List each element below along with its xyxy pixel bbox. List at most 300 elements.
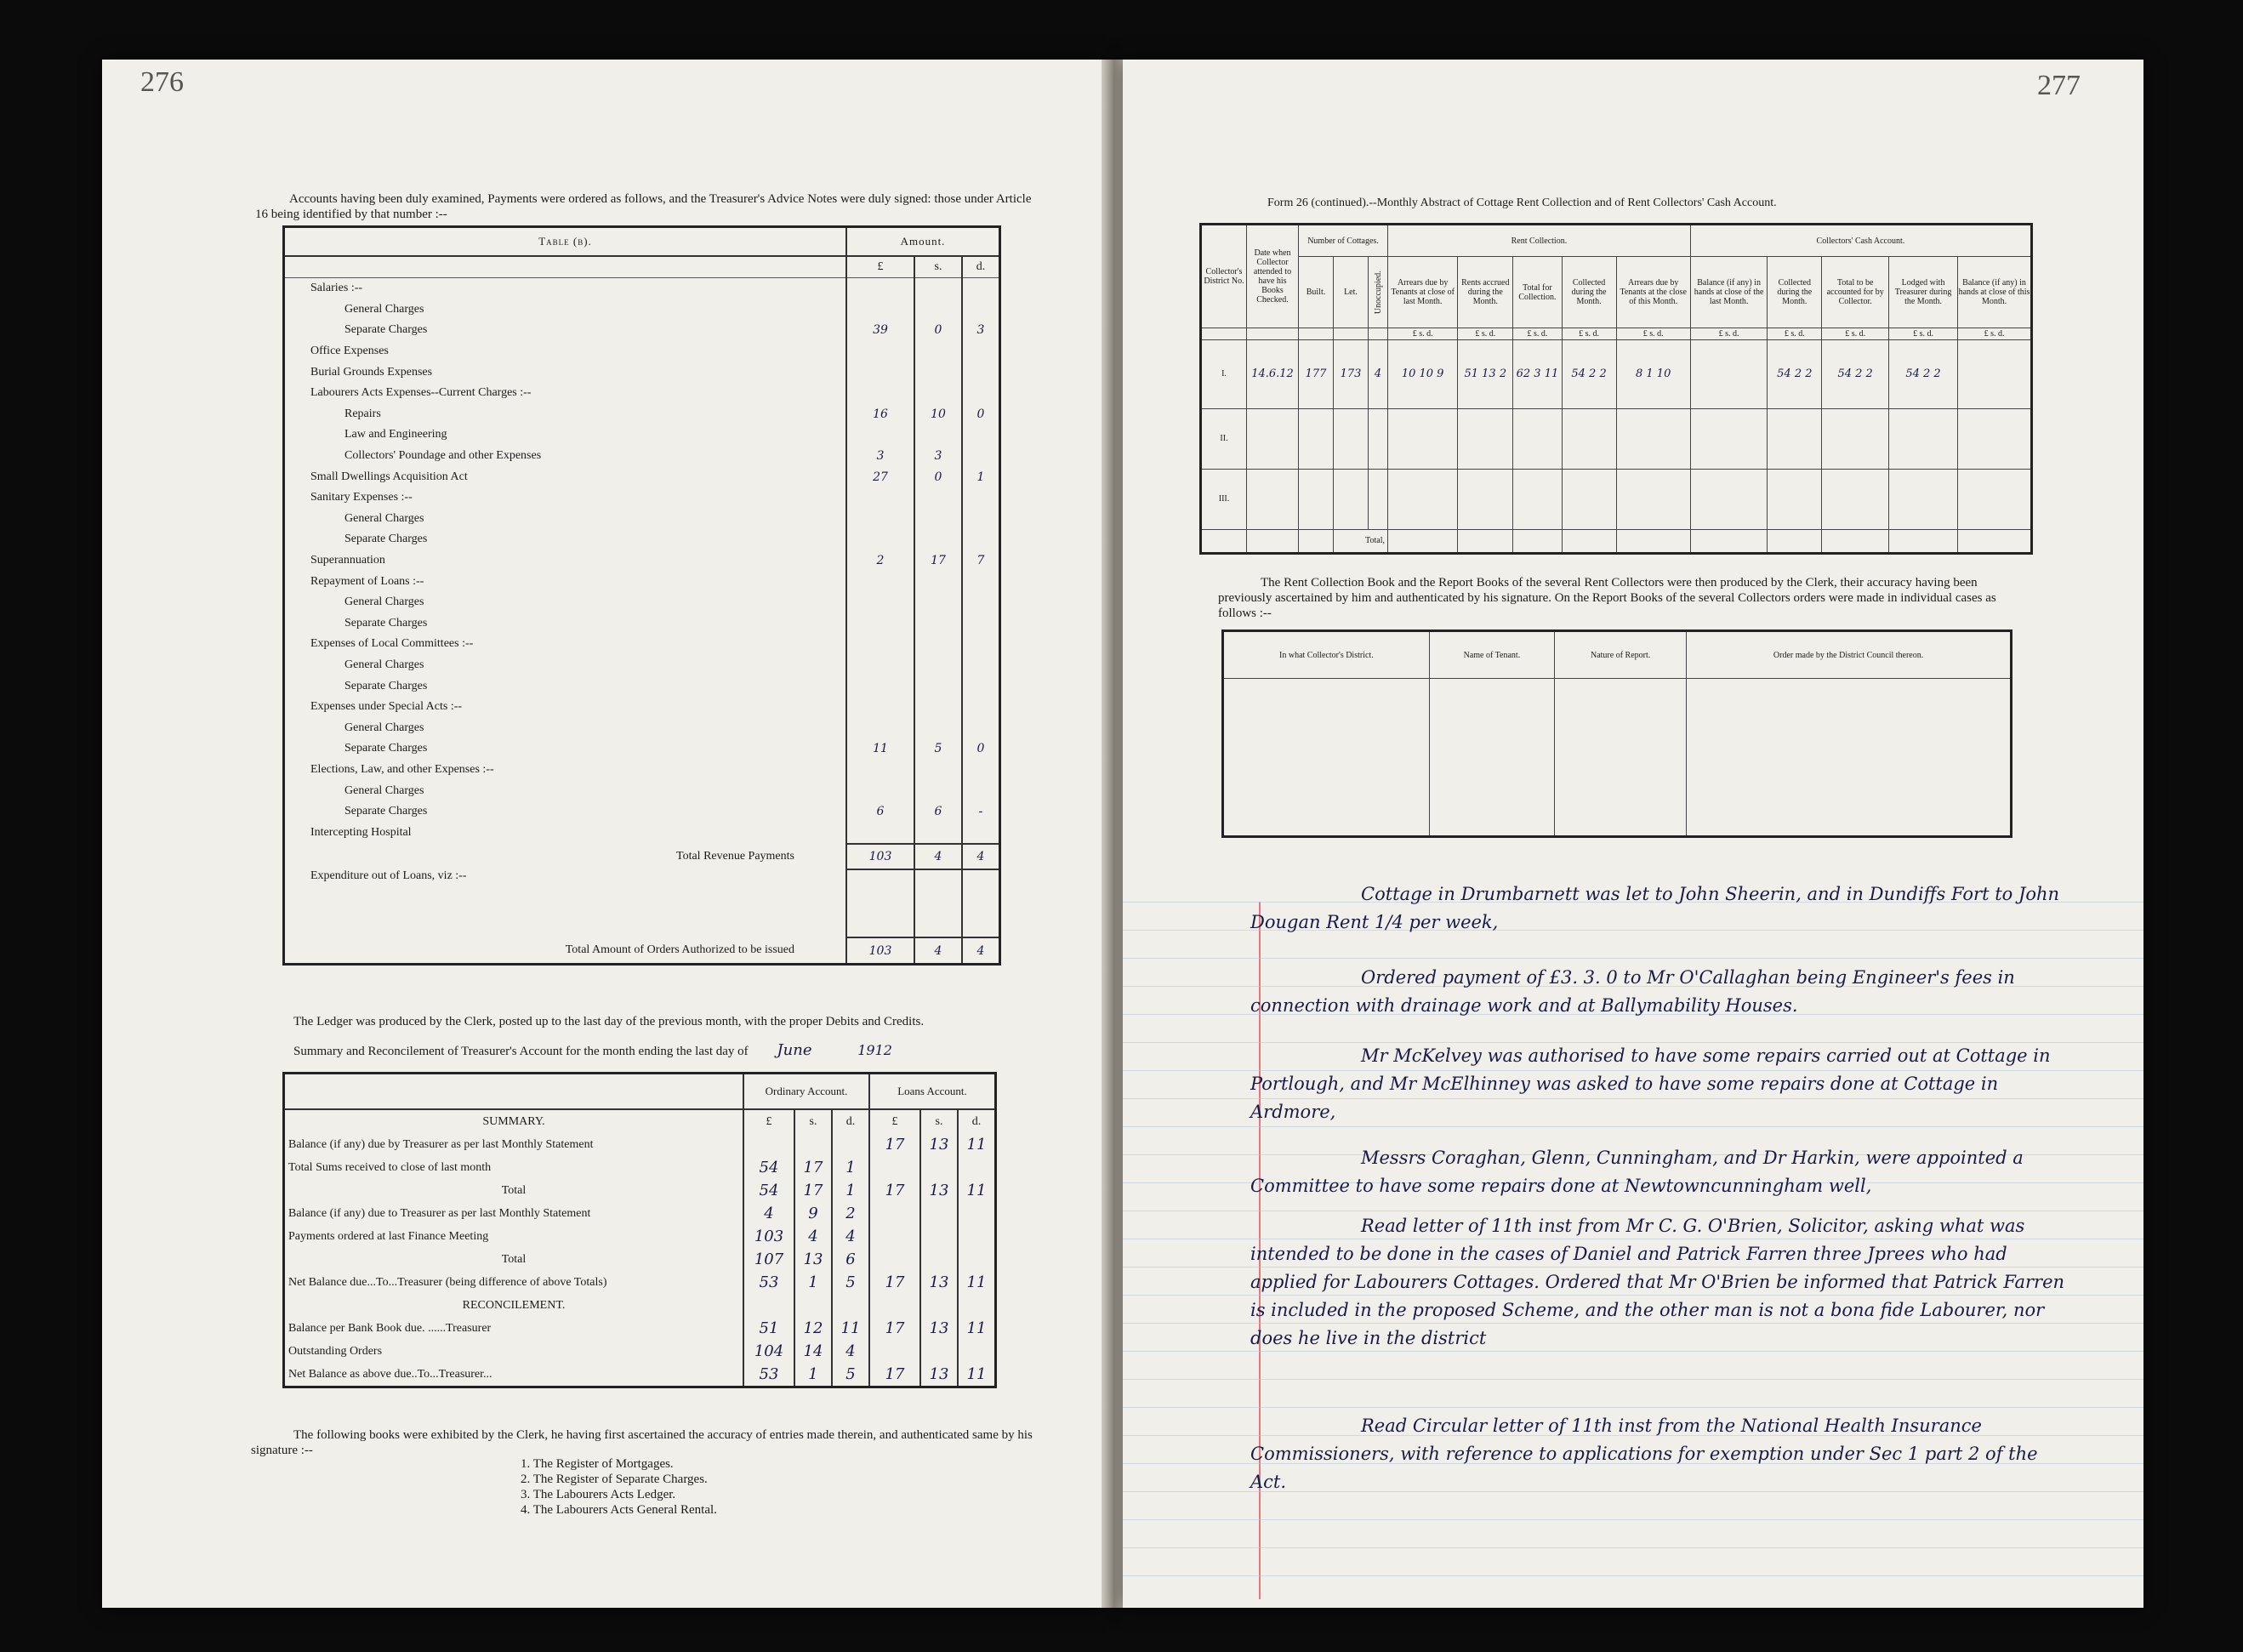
rent-cell-built bbox=[1299, 408, 1334, 469]
arrears-last-header: Arrears due by Tenants at close of last Month. bbox=[1388, 257, 1458, 328]
rent-cell-b5 bbox=[1958, 408, 2032, 469]
row-label: Separate Charges bbox=[344, 742, 428, 755]
pounds-value: 39 bbox=[846, 320, 914, 341]
blank bbox=[958, 1294, 996, 1317]
pence-value bbox=[962, 571, 1000, 592]
form-title: Form 26 (continued).--Monthly Abstract of Cottage Rent Collection and of Rent Collectors' Cash Account. bbox=[1267, 197, 1777, 209]
shillings-value: 17 bbox=[914, 550, 962, 572]
currency-header: d. bbox=[958, 1109, 996, 1133]
pounds-value bbox=[846, 697, 914, 718]
summary-value: 6 bbox=[832, 1248, 869, 1271]
blank bbox=[1822, 529, 1889, 553]
minute-entry: Read Circular letter of 11th inst from the National Health Insurance Commissioners, with reference to applications for exemption under Sec 1 part 2 of the Act. bbox=[1250, 1416, 2038, 1492]
books-list bbox=[521, 1456, 717, 1518]
shillings-value bbox=[914, 509, 962, 530]
pounds-value: 103 bbox=[846, 937, 914, 965]
rent-cell-a5: 8 1 10 bbox=[1616, 339, 1690, 408]
pounds-value: 16 bbox=[846, 404, 914, 425]
pence-value bbox=[962, 529, 1000, 550]
summary-value: 17 bbox=[869, 1133, 920, 1156]
reconcile-title-row bbox=[284, 1294, 996, 1317]
shillings-value bbox=[914, 592, 962, 613]
currency-header: s. bbox=[794, 1109, 832, 1133]
pence-value bbox=[962, 592, 1000, 613]
summary-value: 17 bbox=[869, 1271, 920, 1294]
ruled-line bbox=[1123, 1547, 2143, 1548]
pence-header: d. bbox=[962, 256, 1000, 278]
summary-value bbox=[920, 1156, 958, 1179]
table-b-row bbox=[284, 404, 1000, 425]
shillings-value: 0 bbox=[914, 320, 962, 341]
summary-label: Balance (if any) due to Treasurer as per last Monthly Statement bbox=[288, 1206, 591, 1220]
shillings-value: 0 bbox=[914, 466, 962, 487]
row-label: Law and Engineering bbox=[344, 428, 447, 441]
blank bbox=[1687, 679, 2012, 837]
summary-label: Payments ordered at last Finance Meeting bbox=[288, 1229, 489, 1243]
pounds-value bbox=[846, 571, 914, 592]
summary-value: 13 bbox=[920, 1271, 958, 1294]
summary-value bbox=[869, 1248, 920, 1271]
shillings-value bbox=[914, 634, 962, 655]
table-b-row bbox=[284, 760, 1000, 781]
rent-cell-no: II. bbox=[1201, 408, 1247, 469]
blank bbox=[869, 1294, 920, 1317]
summary-value bbox=[958, 1202, 996, 1225]
summary-value: 1 bbox=[794, 1363, 832, 1387]
arrears-close-header: Arrears due by Tenants at the close of this Month. bbox=[1616, 257, 1690, 328]
pence-value bbox=[962, 446, 1000, 467]
shillings-value bbox=[914, 278, 962, 299]
table-b-row bbox=[284, 341, 1000, 362]
blank bbox=[1201, 328, 1247, 339]
table-b-row bbox=[284, 529, 1000, 550]
summary-value: 17 bbox=[869, 1363, 920, 1387]
summary-row bbox=[284, 1133, 996, 1156]
table-b-row bbox=[284, 362, 1000, 383]
rent-cell-b1 bbox=[1690, 339, 1768, 408]
summary-row bbox=[284, 1225, 996, 1248]
blank bbox=[1889, 529, 1958, 553]
total-revenue-row-label: Total Revenue Payments bbox=[676, 850, 794, 863]
collected2-header: Collected during the Month. bbox=[1768, 257, 1822, 328]
summary-value: 1 bbox=[832, 1179, 869, 1202]
blank bbox=[1958, 529, 2032, 553]
pence-value bbox=[962, 760, 1000, 781]
shillings-value bbox=[914, 675, 962, 697]
pounds-value bbox=[846, 675, 914, 697]
rent-cell-date bbox=[1247, 408, 1299, 469]
ruled-line bbox=[1123, 1575, 2143, 1576]
date-header: Date when Collector attended to have his Books Checked. bbox=[1247, 225, 1299, 328]
district-header: Collector's District No. bbox=[1201, 225, 1247, 328]
ruled-line bbox=[1123, 1519, 2143, 1520]
table-b-row bbox=[284, 424, 1000, 446]
summary-value: 13 bbox=[794, 1248, 832, 1271]
summary-value: 17 bbox=[794, 1179, 832, 1202]
pence-value bbox=[962, 655, 1000, 676]
shillings-value bbox=[914, 822, 962, 844]
pounds-value bbox=[846, 278, 914, 299]
summary-row bbox=[284, 1179, 996, 1202]
blank bbox=[914, 869, 962, 937]
row-label: General Charges bbox=[344, 511, 424, 525]
shillings-value bbox=[914, 424, 962, 446]
summary-table bbox=[282, 1072, 997, 1388]
rent-cell-built bbox=[1299, 469, 1334, 529]
table-b-row bbox=[284, 675, 1000, 697]
pounds-value bbox=[846, 613, 914, 635]
pounds-header: £ bbox=[846, 256, 914, 278]
rent-cell-no: III. bbox=[1201, 469, 1247, 529]
blank bbox=[846, 869, 914, 937]
rent-cell-unocc: 4 bbox=[1369, 339, 1388, 408]
pence-value: 3 bbox=[962, 320, 1000, 341]
summary-value: 53 bbox=[743, 1271, 794, 1294]
pence-value bbox=[962, 424, 1000, 446]
blank bbox=[962, 869, 1000, 937]
collected-header: Collected during the Month. bbox=[1562, 257, 1616, 328]
summary-row bbox=[284, 1363, 996, 1387]
summary-value bbox=[958, 1248, 996, 1271]
rent-cell-b1 bbox=[1690, 408, 1768, 469]
lsd: £ s. d. bbox=[1616, 328, 1690, 339]
rent-cell-date: 14.6.12 bbox=[1247, 339, 1299, 408]
table-b-row bbox=[284, 655, 1000, 676]
pence-value bbox=[962, 383, 1000, 404]
pence-value bbox=[962, 509, 1000, 530]
rent-cell-b4 bbox=[1889, 469, 1958, 529]
summary-value: 5 bbox=[832, 1271, 869, 1294]
report-header: Nature of Report. bbox=[1555, 631, 1687, 679]
rents-accrued-header: Rents accrued during the Month. bbox=[1458, 257, 1513, 328]
table-b-row bbox=[284, 780, 1000, 801]
table-b-row bbox=[284, 487, 1000, 509]
accounts-intro: Accounts having been duly examined, Payments were ordered as follows, and the Treasurer's Advice Notes were duly signed: those under Article 16 being identified by that number :-- bbox=[255, 192, 1032, 221]
loans-label: Expenditure out of Loans, viz :-- bbox=[310, 869, 467, 883]
total-orders-row bbox=[284, 937, 1000, 965]
summary-value: 53 bbox=[743, 1363, 794, 1387]
summary-value: 17 bbox=[869, 1317, 920, 1340]
shillings-value bbox=[914, 780, 962, 801]
blank bbox=[1690, 529, 1768, 553]
table-b bbox=[282, 225, 1001, 966]
summary-value: 1 bbox=[794, 1271, 832, 1294]
pounds-value: 6 bbox=[846, 801, 914, 823]
summary-row bbox=[284, 1317, 996, 1340]
lsd: £ s. d. bbox=[1889, 328, 1958, 339]
shillings-value: 5 bbox=[914, 738, 962, 760]
summary-value bbox=[869, 1225, 920, 1248]
minute-entry: Read letter of 11th inst from Mr C. G. O'Brien, Solicitor, asking what was intended to be done in the cases of Daniel and Patrick Farren three Jprees who had applied for Labourers Cottages. Ordered that Mr O'Brien be informed that Patrick Farren is included in the proposed Scheme, and the other man is not a bona fide Labourer, nor does he live in the district bbox=[1250, 1216, 2065, 1348]
summary-value: 11 bbox=[958, 1317, 996, 1340]
shillings-value bbox=[914, 697, 962, 718]
report-header: In what Collector's District. bbox=[1223, 631, 1430, 679]
total-orders-row-label: Total Amount of Orders Authorized to be issued bbox=[565, 943, 794, 957]
lsd: £ s. d. bbox=[1562, 328, 1616, 339]
row-label: Expenses of Local Committees :-- bbox=[310, 637, 474, 651]
summary-heading bbox=[293, 1043, 892, 1059]
summary-value: 103 bbox=[743, 1225, 794, 1248]
rent-cell-a1: 10 10 9 bbox=[1388, 339, 1458, 408]
row-label: Salaries :-- bbox=[310, 282, 363, 295]
lsd: £ s. d. bbox=[1458, 328, 1513, 339]
shillings-value bbox=[914, 299, 962, 321]
row-label: Office Expenses bbox=[310, 345, 389, 358]
pounds-value: 103 bbox=[846, 844, 914, 869]
blank bbox=[1299, 529, 1334, 553]
pounds-value bbox=[846, 383, 914, 404]
summary-value: 4 bbox=[832, 1225, 869, 1248]
summary-value bbox=[743, 1133, 794, 1156]
ruled-line bbox=[1123, 1379, 2143, 1380]
summary-value bbox=[869, 1202, 920, 1225]
summary-value: 4 bbox=[743, 1202, 794, 1225]
summary-value: 14 bbox=[794, 1340, 832, 1363]
pence-value: - bbox=[962, 801, 1000, 823]
currency-header: £ bbox=[869, 1109, 920, 1133]
summary-label: Total Sums received to close of last month bbox=[288, 1160, 492, 1174]
row-label: Separate Charges bbox=[344, 679, 428, 692]
shillings-value bbox=[914, 341, 962, 362]
pence-value bbox=[962, 487, 1000, 509]
summary-label: Balance (if any) due by Treasurer as per last Monthly Statement bbox=[288, 1137, 594, 1151]
lsd: £ s. d. bbox=[1822, 328, 1889, 339]
table-b-row bbox=[284, 509, 1000, 530]
row-label: Expenses under Special Acts :-- bbox=[310, 700, 463, 714]
summary-label: Net Balance due...To...Treasurer (being difference of above Totals) bbox=[288, 1275, 607, 1289]
table-b-row bbox=[284, 299, 1000, 321]
row-label: Superannuation bbox=[310, 554, 385, 567]
pence-value bbox=[962, 675, 1000, 697]
summary-value bbox=[958, 1340, 996, 1363]
summary-value: 54 bbox=[743, 1156, 794, 1179]
shillings-value bbox=[914, 613, 962, 635]
report-text: The Rent Collection Book and the Report Books of the several Rent Collectors were then produced by the Clerk, their accuracy having been previously ascertained by him and authenticated by his signature. On the Report Books of the several Collectors orders were made in individual cases as follows :-- bbox=[1218, 576, 1996, 620]
blank bbox=[1334, 328, 1369, 339]
table-b-row bbox=[284, 822, 1000, 844]
cash-account-header: Collectors' Cash Account. bbox=[1690, 225, 2031, 257]
row-label: Sanitary Expenses :-- bbox=[310, 491, 413, 504]
summary-value: 11 bbox=[832, 1317, 869, 1340]
balance-close-header: Balance (if any) in hands at close of this Month. bbox=[1958, 257, 2032, 328]
blank bbox=[1616, 529, 1690, 553]
blank bbox=[832, 1294, 869, 1317]
rent-cell-unocc bbox=[1369, 408, 1388, 469]
row-label: General Charges bbox=[344, 302, 424, 316]
summary-value: 17 bbox=[794, 1156, 832, 1179]
summary-value: 4 bbox=[794, 1225, 832, 1248]
summary-value: 2 bbox=[832, 1202, 869, 1225]
rent-cell-date bbox=[1247, 469, 1299, 529]
pounds-value bbox=[846, 299, 914, 321]
shillings-header: s. bbox=[914, 256, 962, 278]
shillings-value: 6 bbox=[914, 801, 962, 823]
pounds-value bbox=[846, 780, 914, 801]
table-b-row bbox=[284, 634, 1000, 655]
blank bbox=[1555, 679, 1687, 837]
right-page-number: 277 bbox=[2037, 70, 2081, 101]
table-b-row bbox=[284, 466, 1000, 487]
rent-cell-unocc bbox=[1369, 469, 1388, 529]
pence-value: 0 bbox=[962, 738, 1000, 760]
row-label: Repairs bbox=[344, 407, 381, 420]
blank bbox=[1513, 529, 1562, 553]
rent-cell-a2: 51 13 2 bbox=[1458, 339, 1513, 408]
pence-value: 1 bbox=[962, 466, 1000, 487]
row-label: Small Dwellings Acquisition Act bbox=[310, 470, 468, 483]
summary-value: 1 bbox=[832, 1156, 869, 1179]
summary-value bbox=[920, 1340, 958, 1363]
rent-cell-b2 bbox=[1768, 469, 1822, 529]
blank bbox=[284, 256, 847, 278]
summary-value bbox=[920, 1225, 958, 1248]
shillings-value: 4 bbox=[914, 844, 962, 869]
rent-cell-a5 bbox=[1616, 408, 1690, 469]
shillings-value bbox=[914, 529, 962, 550]
rent-cell-no: I. bbox=[1201, 339, 1247, 408]
balance-hand-header: Balance (if any) in hands at close of the last Month. bbox=[1690, 257, 1768, 328]
rent-cell-b3 bbox=[1822, 408, 1889, 469]
pence-value bbox=[962, 613, 1000, 635]
table-b-row bbox=[284, 278, 1000, 299]
table-b-row bbox=[284, 446, 1000, 467]
rent-cell-b4 bbox=[1889, 408, 1958, 469]
rent-cell-built: 177 bbox=[1299, 339, 1334, 408]
blank bbox=[1458, 529, 1513, 553]
shillings-value bbox=[914, 717, 962, 738]
rent-cell-b5 bbox=[1958, 469, 2032, 529]
row-label: Repayment of Loans :-- bbox=[310, 574, 424, 588]
blank bbox=[920, 1294, 958, 1317]
table-b-row bbox=[284, 320, 1000, 341]
rent-cell-let: 173 bbox=[1334, 339, 1369, 408]
books-text: The following books were exhibited by the Clerk, he having first ascertained the accuracy of entries made therein, and authenticated same by his signature :-- bbox=[251, 1428, 1033, 1457]
lsd: £ s. d. bbox=[1690, 328, 1768, 339]
currency-row bbox=[284, 1109, 996, 1133]
rent-cell-a3: 62 3 11 bbox=[1513, 339, 1562, 408]
lsd: £ s. d. bbox=[1768, 328, 1822, 339]
row-label: General Charges bbox=[344, 658, 424, 671]
summary-label: Balance per Bank Book due. ......Treasurer bbox=[288, 1321, 492, 1335]
shillings-value bbox=[914, 571, 962, 592]
rent-cell-b3 bbox=[1822, 469, 1889, 529]
book-item: 2. The Register of Separate Charges. bbox=[521, 1473, 708, 1486]
total-revenue-row bbox=[284, 844, 1000, 869]
summary-month: June bbox=[777, 1041, 812, 1059]
shillings-value bbox=[914, 487, 962, 509]
row-label: Collectors' Poundage and other Expenses bbox=[344, 449, 542, 463]
summary-label: Net Balance as above due..To...Treasurer... bbox=[288, 1367, 492, 1381]
summary-value: 107 bbox=[743, 1248, 794, 1271]
blank bbox=[1299, 328, 1334, 339]
rent-cell-a1 bbox=[1388, 469, 1458, 529]
table-b-row bbox=[284, 738, 1000, 760]
summary-label: Outstanding Orders bbox=[288, 1344, 383, 1358]
summary-value bbox=[920, 1202, 958, 1225]
table-b-row bbox=[284, 613, 1000, 635]
table-b-row bbox=[284, 801, 1000, 823]
number-cottages-header: Number of Cottages. bbox=[1299, 225, 1388, 257]
summary-value: 11 bbox=[958, 1179, 996, 1202]
currency-header: £ bbox=[743, 1109, 794, 1133]
rent-collection-table bbox=[1199, 223, 2033, 555]
summary-row bbox=[284, 1202, 996, 1225]
pence-value: 0 bbox=[962, 404, 1000, 425]
summary-row bbox=[284, 1248, 996, 1271]
summary-row bbox=[284, 1156, 996, 1179]
shillings-value bbox=[914, 383, 962, 404]
ruled-line bbox=[1123, 1407, 2143, 1408]
rent-cell-a4 bbox=[1562, 469, 1616, 529]
pence-value bbox=[962, 634, 1000, 655]
blank bbox=[794, 1294, 832, 1317]
rent-cell-b2 bbox=[1768, 408, 1822, 469]
shillings-value bbox=[914, 362, 962, 383]
pounds-value bbox=[846, 822, 914, 844]
summary-value: 11 bbox=[958, 1133, 996, 1156]
left-page-number: 276 bbox=[140, 66, 184, 98]
ruled-line bbox=[1123, 958, 2143, 959]
shillings-value: 3 bbox=[914, 446, 962, 467]
row-label: General Charges bbox=[344, 595, 424, 609]
pounds-value bbox=[846, 717, 914, 738]
rent-cell-a3 bbox=[1513, 469, 1562, 529]
summary-value: 17 bbox=[869, 1179, 920, 1202]
summary-value bbox=[958, 1225, 996, 1248]
pounds-value: 2 bbox=[846, 550, 914, 572]
report-header: Name of Tenant. bbox=[1429, 631, 1554, 679]
summary-value: 104 bbox=[743, 1340, 794, 1363]
row-label: Separate Charges bbox=[344, 616, 428, 629]
rent-cell-a1 bbox=[1388, 408, 1458, 469]
summary-value: 13 bbox=[920, 1317, 958, 1340]
pence-value bbox=[962, 299, 1000, 321]
minute-entry: Ordered payment of £3. 3. 0 to Mr O'Callaghan being Engineer's fees in connection with drainage work and at Ballymability Houses. bbox=[1250, 967, 2015, 1016]
summary-value: 5 bbox=[832, 1363, 869, 1387]
summary-value bbox=[920, 1248, 958, 1271]
row-label: Separate Charges bbox=[344, 805, 428, 818]
pounds-value bbox=[846, 634, 914, 655]
lodged-header: Lodged with Treasurer during the Month. bbox=[1889, 257, 1958, 328]
row-label: General Charges bbox=[344, 721, 424, 734]
lsd: £ s. d. bbox=[1513, 328, 1562, 339]
summary-value: 9 bbox=[794, 1202, 832, 1225]
minute-entry: Messrs Coraghan, Glenn, Cunningham, and Dr Harkin, were appointed a Committee to have some repairs done at Newtowncunningham well, bbox=[1250, 1148, 2024, 1196]
blank bbox=[743, 1294, 794, 1317]
blank bbox=[1247, 529, 1299, 553]
rent-collection-header: Rent Collection. bbox=[1388, 225, 1691, 257]
lsd: £ s. d. bbox=[1388, 328, 1458, 339]
rent-cell-b2: 54 2 2 bbox=[1768, 339, 1822, 408]
rent-cell-a2 bbox=[1458, 469, 1513, 529]
pence-value bbox=[962, 341, 1000, 362]
rent-cell-let bbox=[1334, 408, 1369, 469]
minute-entry: Cottage in Drumbarnett was let to John Sheerin, and in Dundiffs Fort to John Dougan Rent 1/4 per week, bbox=[1250, 884, 2060, 932]
blank bbox=[1388, 529, 1458, 553]
pence-value bbox=[962, 717, 1000, 738]
summary-value: 13 bbox=[920, 1179, 958, 1202]
pounds-value bbox=[846, 487, 914, 509]
book-item: 1. The Register of Mortgages. bbox=[521, 1457, 674, 1471]
minute-entry: Mr McKelvey was authorised to have some repairs carried out at Cottage in Portlough, and Mr McElhinney was asked to have some repairs done at Cottage in Ardmore, bbox=[1250, 1045, 2051, 1122]
ordinary-account-header: Ordinary Account. bbox=[743, 1074, 869, 1110]
ledger-text: The Ledger was produced by the Clerk, posted up to the last day of the previous month, with the proper Debits and Credits. bbox=[293, 1015, 925, 1028]
blank bbox=[1201, 529, 1247, 553]
blank bbox=[1768, 529, 1822, 553]
pounds-value bbox=[846, 592, 914, 613]
total-label: Total, bbox=[1334, 529, 1388, 553]
row-label: Burial Grounds Expenses bbox=[310, 365, 433, 379]
